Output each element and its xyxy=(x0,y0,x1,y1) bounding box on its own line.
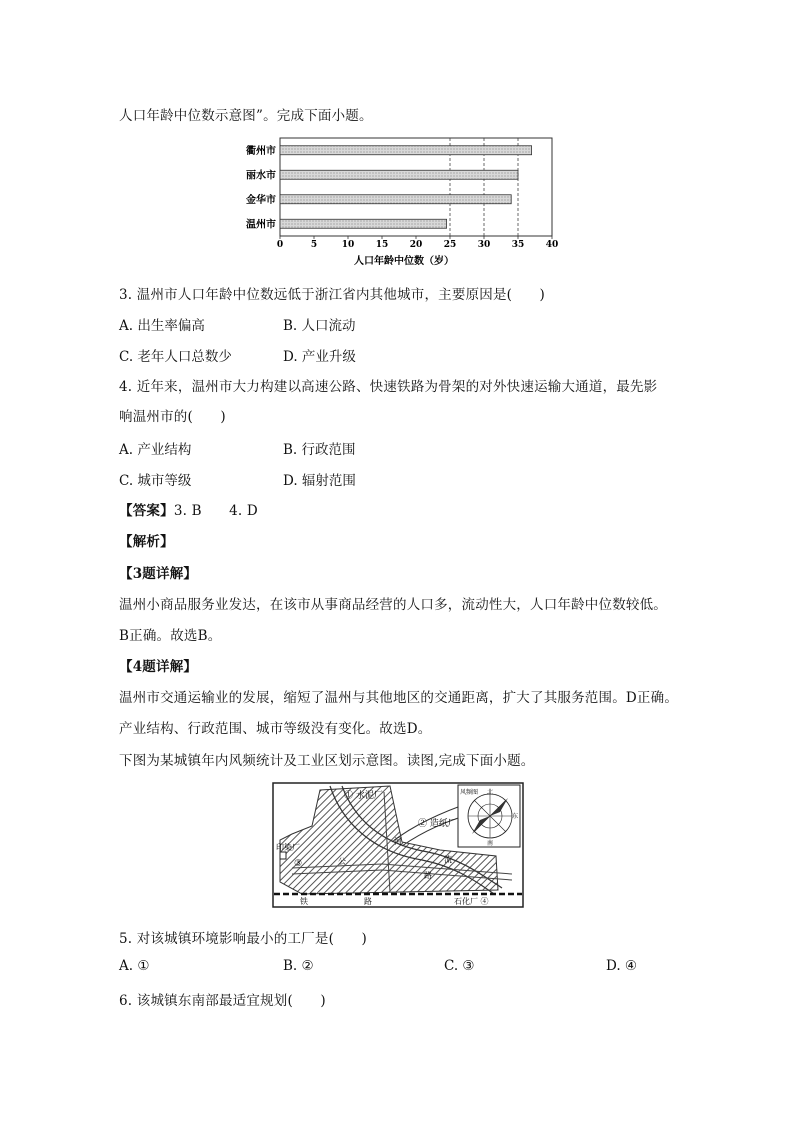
chart-bar xyxy=(280,195,511,204)
factory-2-label: ② 造纸厂 xyxy=(418,819,457,829)
median-age-bar-chart xyxy=(234,136,564,268)
q4-stem-line2: 响温州市的( ) xyxy=(119,409,226,425)
chart-category-label: 金华市 xyxy=(246,194,276,206)
town-industrial-map xyxy=(272,782,524,908)
wind-rose-inset xyxy=(458,785,520,847)
chart-x-tick-label: 40 xyxy=(545,240,559,250)
chart-x-tick-label: 35 xyxy=(511,240,525,250)
q4-option-a[interactable]: A. 产业结构 xyxy=(119,442,192,458)
q3-option-d[interactable]: D. 产业升级 xyxy=(283,349,356,365)
river-label-1: 河 xyxy=(394,837,402,846)
chart-x-tick-label: 25 xyxy=(443,240,457,250)
q5-option-d[interactable]: D. ④ xyxy=(606,958,638,974)
detail3-line2: B正确。故选B。 xyxy=(119,628,222,644)
detail4-label: 【4题详解】 xyxy=(119,659,198,675)
chart-bar xyxy=(280,219,447,228)
factory-4-label: 石化厂 ④ xyxy=(454,897,489,906)
road-label-2: 路 xyxy=(424,871,432,880)
intro-line: 人口年龄中位数示意图”。完成下面小题。 xyxy=(119,108,373,124)
q4-option-d[interactable]: D. 辐射范围 xyxy=(283,473,356,489)
chart-x-tick-label: 10 xyxy=(341,240,355,250)
q3-option-a[interactable]: A. 出生率偏高 xyxy=(119,318,205,334)
answer-row xyxy=(119,499,258,519)
chart-x-tick-label: 30 xyxy=(477,240,491,250)
q4-stem-line1: 4. 近年来，温州市大力构建以高速公路、快速铁路为骨架的对外快速运输大通道，最先影 xyxy=(119,379,658,395)
chart-category-label: 丽水市 xyxy=(246,170,276,182)
factory-3-label: 印染厂 xyxy=(276,843,300,852)
chart-x-tick-label: 0 xyxy=(276,240,284,250)
chart-x-tick-label: 20 xyxy=(409,240,423,250)
wind-rose-east: 东 xyxy=(512,813,519,820)
chart-x-axis-label: 人口年龄中位数（岁） xyxy=(354,256,454,267)
q3-stem: 3. 温州市人口年龄中位数远低于浙江省内其他城市，主要原因是( ) xyxy=(119,287,546,303)
analysis-label: 【解析】 xyxy=(119,534,174,550)
factory-3-number: ③ xyxy=(294,859,303,869)
q3-option-c[interactable]: C. 老年人口总数少 xyxy=(119,349,232,365)
chart-category-label: 衢州市 xyxy=(246,145,276,157)
answer-label: 【答案】 xyxy=(119,503,174,519)
q5-stem: 5. 对该城镇环境影响最小的工厂是( ) xyxy=(119,931,367,947)
detail4-line2: 产业结构、行政范围、城市等级没有变化。故选D。 xyxy=(119,721,432,737)
q6-stem: 6. 该城镇东南部最适宜规划( ) xyxy=(119,993,326,1009)
rail-label-2: 路 xyxy=(364,897,372,906)
wind-rose-title: 风频图 xyxy=(460,789,479,796)
q5-option-b[interactable]: B. ② xyxy=(283,958,314,974)
detail3-label: 【3题详解】 xyxy=(119,566,198,582)
chart-bar xyxy=(280,170,518,179)
river-label-2: 流 xyxy=(444,855,452,864)
answer-text: 3. B 4. D xyxy=(173,503,258,519)
factory-1-label: ① 水泥厂 xyxy=(344,791,383,801)
q5-option-a[interactable]: A. ① xyxy=(119,958,150,974)
detail3-line1: 温州小商品服务业发达，在该市从事商品经营的人口多，流动性大，人口年龄中位数较低。 xyxy=(119,597,667,613)
wind-rose-north: 北 xyxy=(487,789,494,796)
chart-bar xyxy=(280,146,532,155)
intro2-line: 下图为某城镇年内风频统计及工业区划示意图。读图,完成下面小题。 xyxy=(119,753,535,769)
road-label-1: 公 xyxy=(338,857,346,866)
q4-option-c[interactable]: C. 城市等级 xyxy=(119,473,192,489)
detail4-line1: 温州市交通运输业的发展，缩短了温州与其他地区的交通距离，扩大了其服务范围。D正确。 xyxy=(119,690,679,706)
chart-category-label: 温州市 xyxy=(246,219,276,231)
q4-option-b[interactable]: B. 行政范围 xyxy=(283,442,356,458)
q5-option-c[interactable]: C. ③ xyxy=(444,958,475,974)
q3-option-b[interactable]: B. 人口流动 xyxy=(283,318,356,334)
wind-rose-south: 南 xyxy=(487,840,494,847)
chart-x-tick-label: 5 xyxy=(310,240,318,250)
chart-x-tick-label: 15 xyxy=(375,240,389,250)
rail-label-1: 铁 xyxy=(300,897,308,906)
